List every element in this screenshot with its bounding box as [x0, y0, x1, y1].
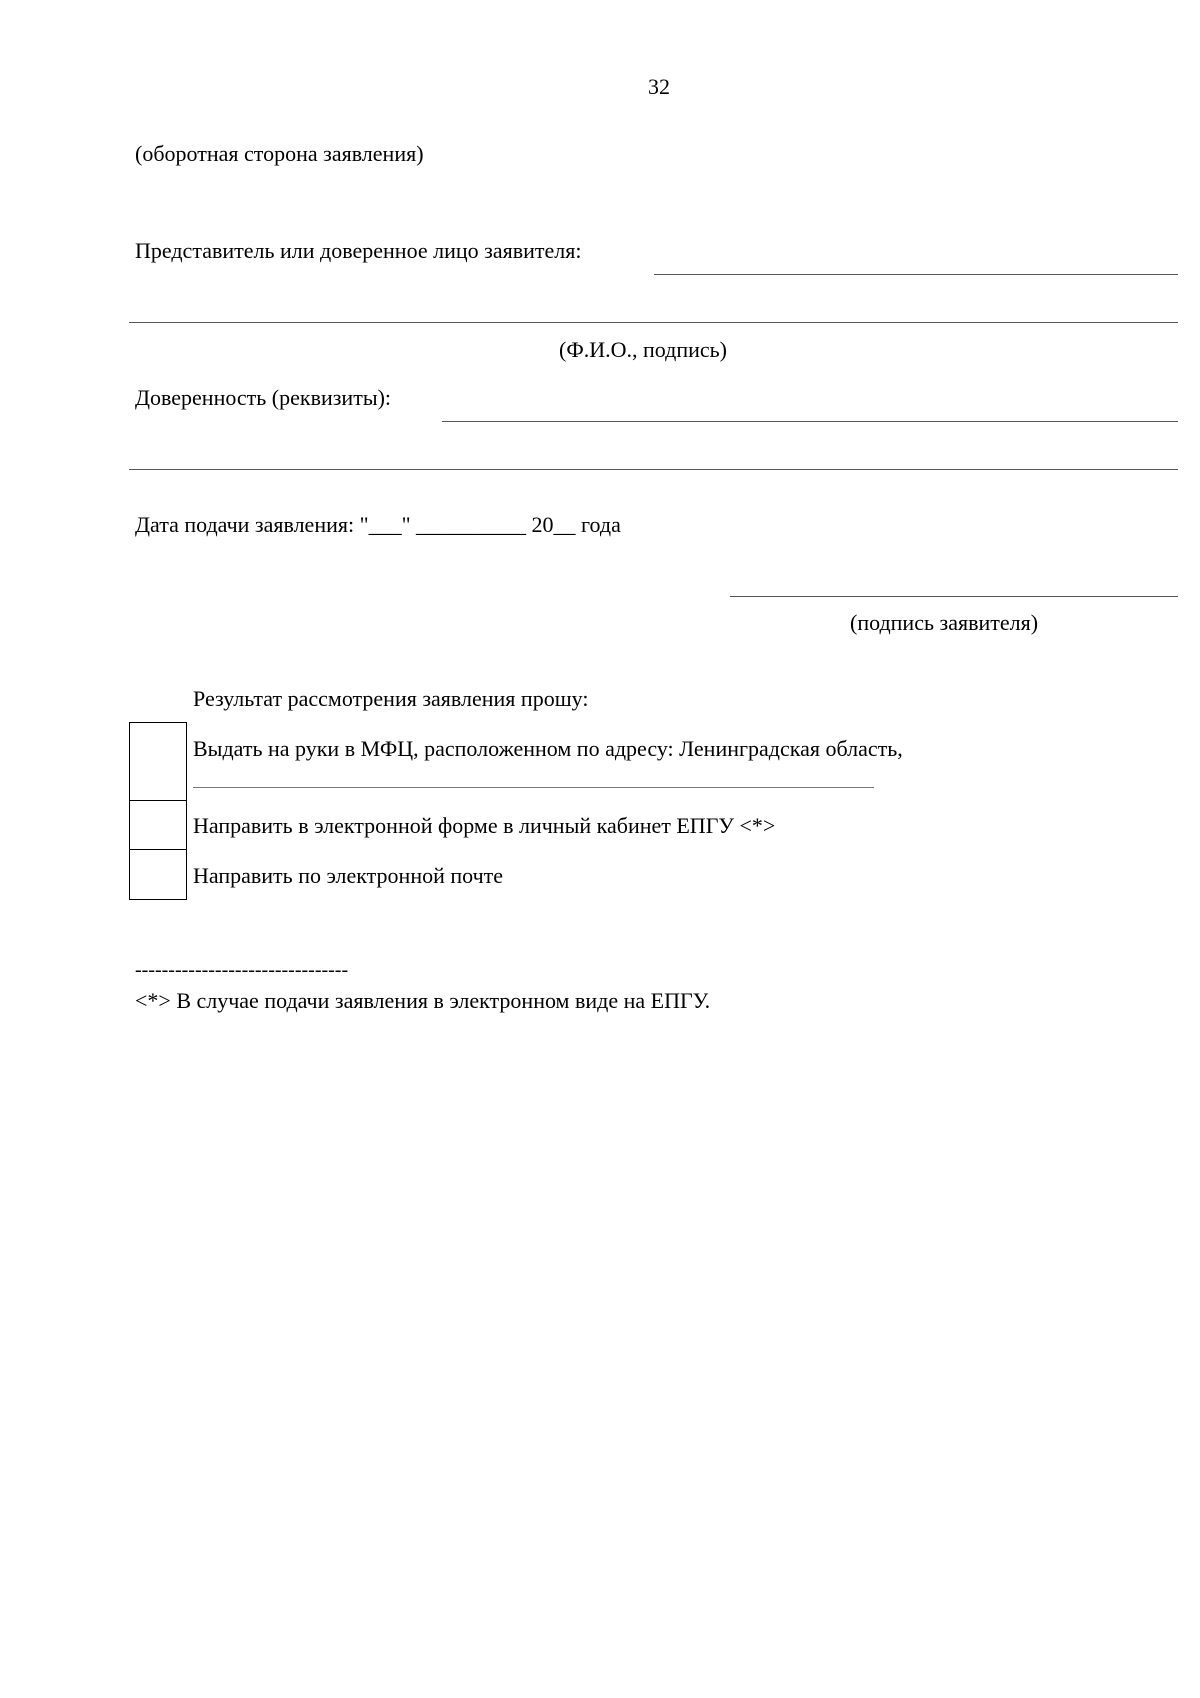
applicant-signature-caption: (подпись заявителя) [850, 610, 1039, 635]
representative-name-line[interactable] [654, 274, 1178, 275]
representative-label: Представитель или доверенное лицо заявителя: [135, 238, 582, 263]
option-epgu-label: Направить в электронной форме в личный кабинет ЕПГУ <*> [193, 813, 776, 838]
footnote-separator: -------------------------------- [135, 959, 349, 981]
mfc-address-line[interactable] [193, 787, 874, 788]
page-number: 32 [648, 74, 670, 99]
result-heading: Результат рассмотрения заявления прошу: [193, 686, 589, 711]
checkbox-email[interactable] [129, 849, 187, 900]
back-side-label: (оборотная сторона заявления) [135, 141, 424, 166]
checkbox-epgu[interactable] [129, 800, 187, 850]
checkbox-mfc[interactable] [129, 722, 187, 801]
representative-caption: (Ф.И.О., подпись) [559, 337, 727, 362]
applicant-signature-line[interactable] [730, 596, 1178, 597]
submission-date: Дата подачи заявления: "___" __________ 20__ года [135, 512, 621, 537]
footnote-text: <*> В случае подачи заявления в электронном виде на ЕПГУ. [135, 988, 711, 1013]
option-mfc-label: Выдать на руки в МФЦ, расположенном по адресу: Ленинградская область, [193, 736, 903, 761]
option-email-label: Направить по электронной почте [193, 863, 504, 888]
power-of-attorney-label: Доверенность (реквизиты): [135, 385, 392, 410]
representative-second-line[interactable] [129, 322, 1178, 323]
power-of-attorney-line[interactable] [442, 421, 1178, 422]
power-of-attorney-second-line[interactable] [129, 469, 1178, 470]
